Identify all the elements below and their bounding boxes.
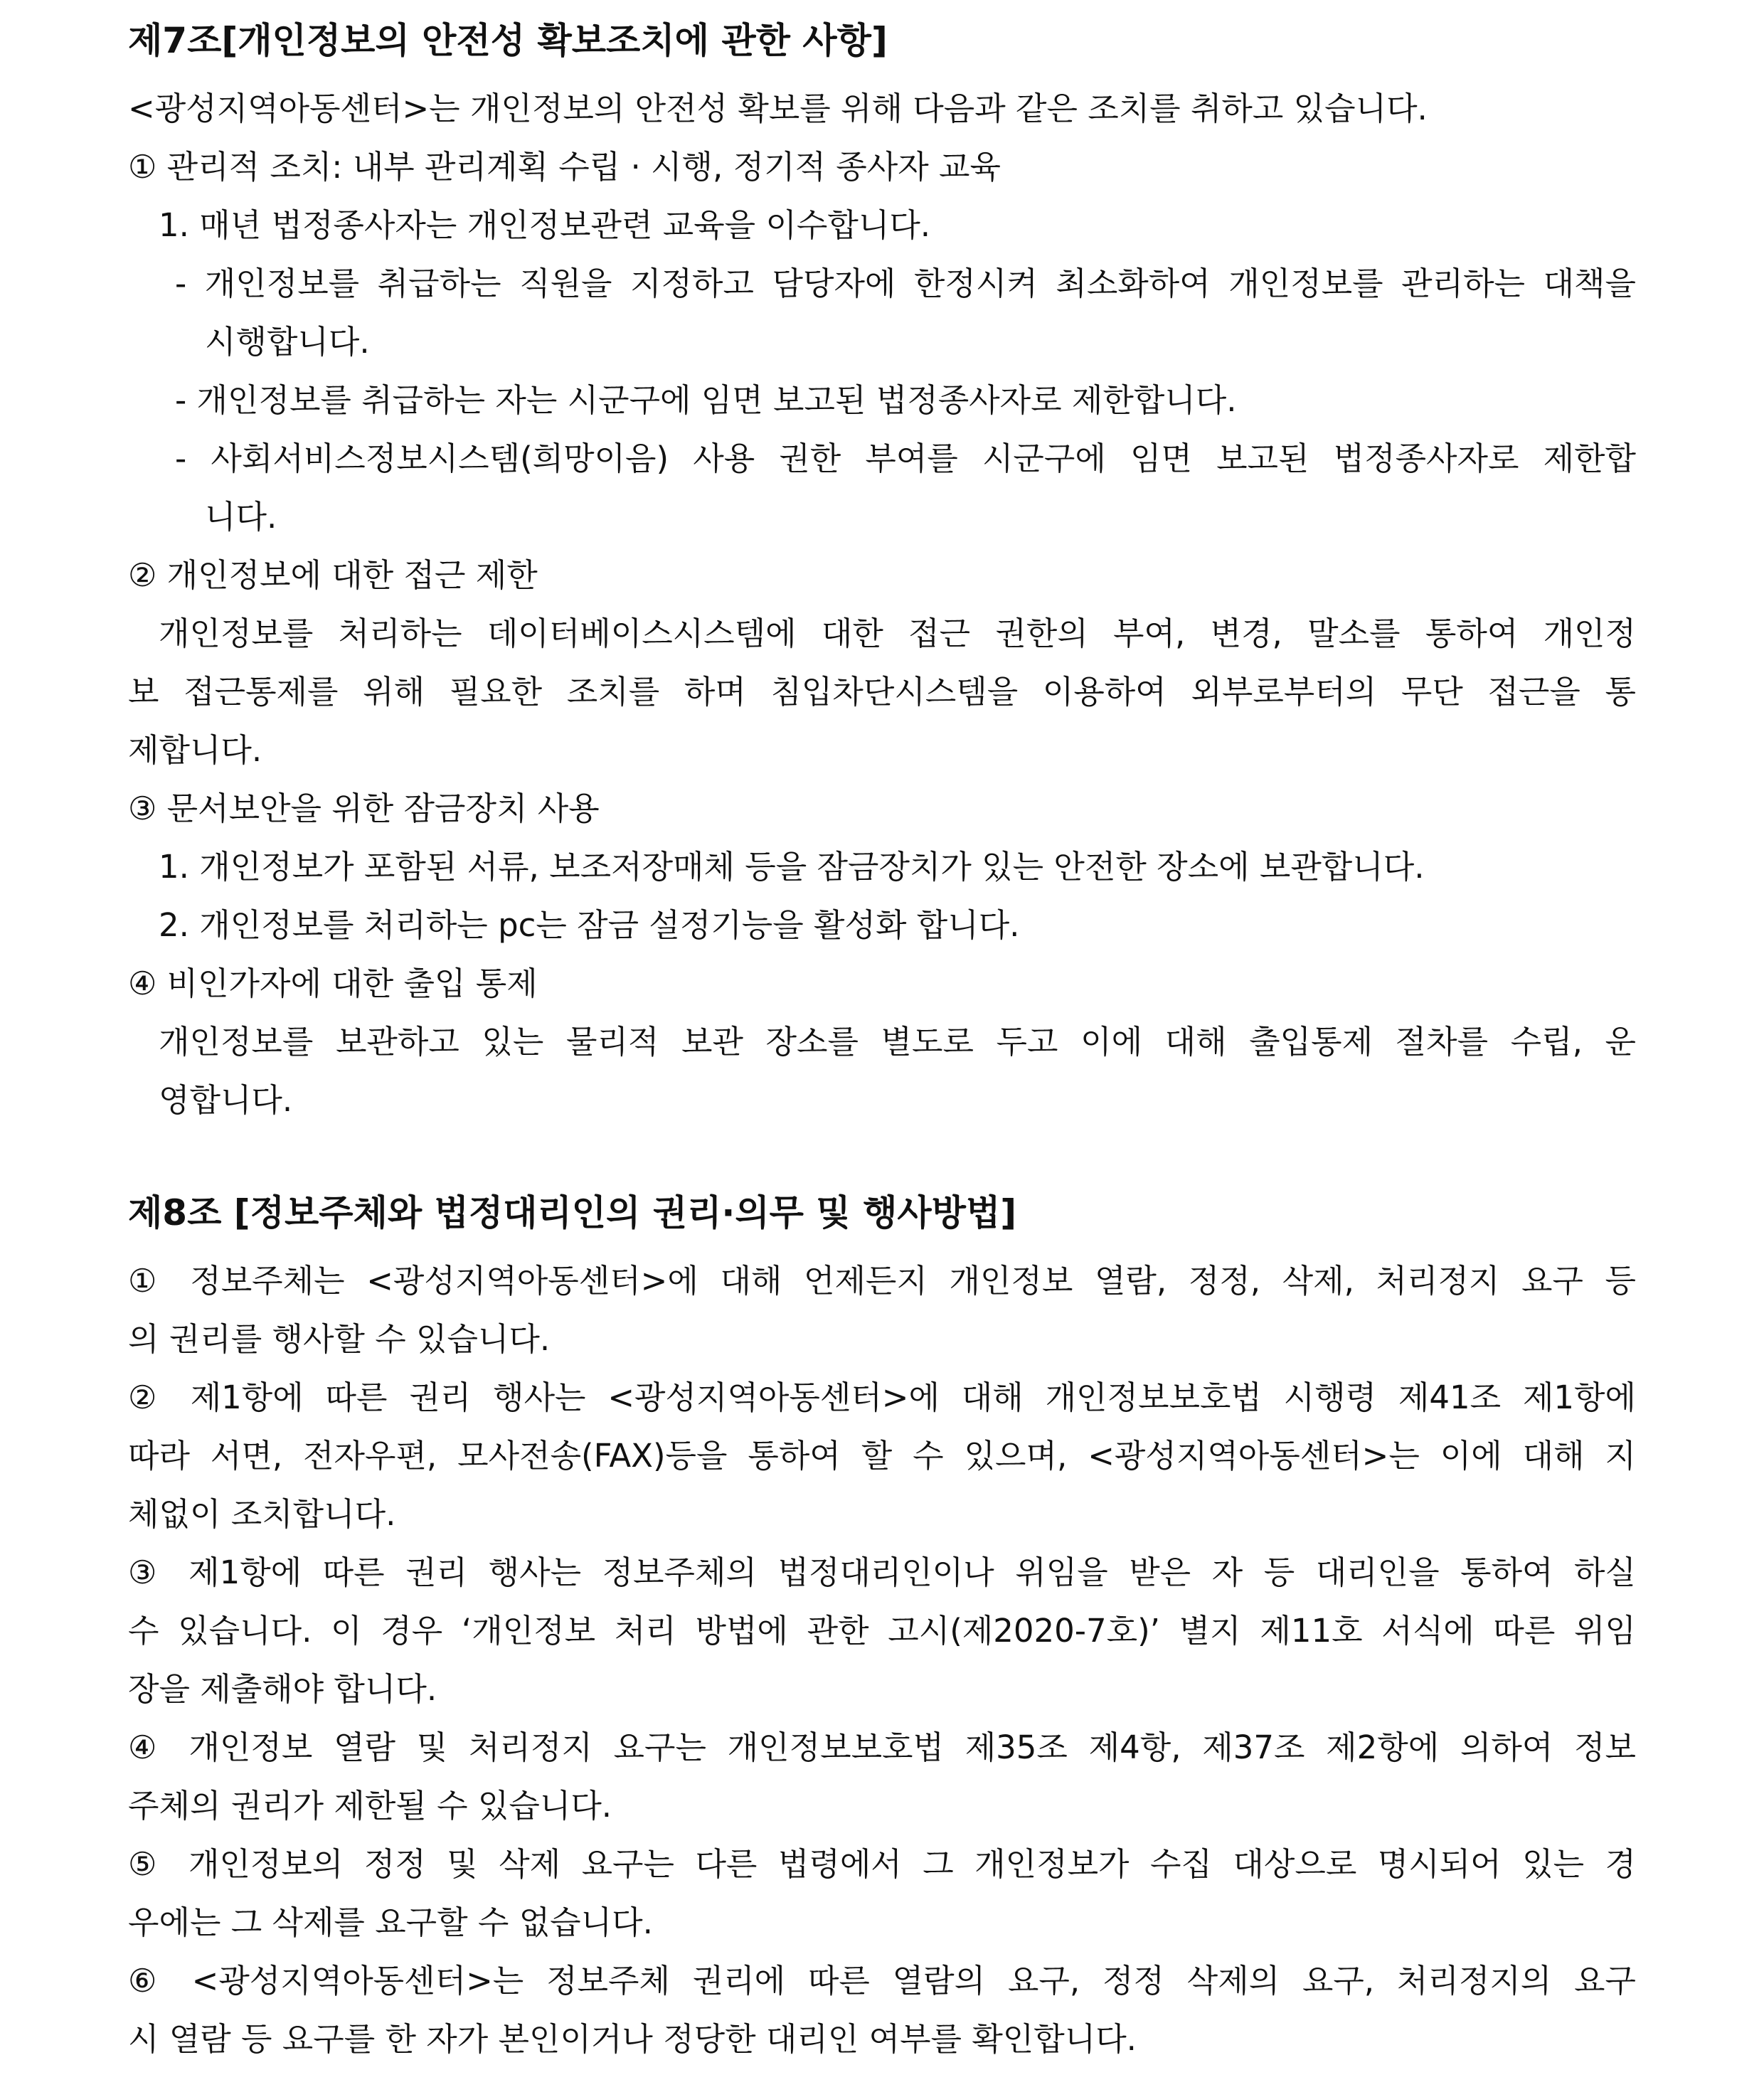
section-spacer <box>128 1130 1636 1185</box>
article-7-item-4: ④ 비인가자에 대한 출입 통제 <box>128 965 538 1002</box>
article-7-item-1-bullet-3: - 사회서비스정보시스템(희망이음) 사용 권한 부여를 시군구에 임면 보고된 법정종사자로 제한합 <box>175 440 1636 477</box>
article-7-item-2-body: 개인정보를 처리하는 데이터베이스시스템에 대한 접근 권한의 부여, 변경, 말소를 통하여 개인정 <box>159 615 1636 652</box>
article-7-item-2: ② 개인정보에 대한 접근 제한 <box>128 556 538 594</box>
article-7-item-3-sub-2: 2. 개인정보를 처리하는 pc는 잠금 설정기능을 활성화 합니다. <box>159 906 1020 944</box>
article-7-item-1-bullet-1: - 개인정보를 취급하는 직원을 지정하고 담당자에 한정시켜 최소화하여 개인정보를 관리하는 대책을 <box>175 265 1636 302</box>
article-8-item-4-cont: 주체의 권리가 제한될 수 있습니다. <box>128 1787 612 1825</box>
article-7-intro: <광성지역아동센터>는 개인정보의 안전성 확보를 위해 다음과 같은 조치를 취하고 있습니다. <box>128 90 1428 127</box>
article-7-item-4-body-cont: 영합니다. <box>159 1081 293 1119</box>
article-7-item-1: ① 관리적 조치: 내부 관리계획 수립 · 시행, 정기적 종사자 교육 <box>128 148 1001 186</box>
article-8-item-6: ⑥ <광성지역아동센터>는 정보주체 권리에 따른 열람의 요구, 정정 삭제의 요구, 처리정지의 요구 <box>128 1962 1636 2000</box>
article-8-item-1: ① 정보주체는 <광성지역아동센터>에 대해 언제든지 개인정보 열람, 정정, 삭제, 처리정지 요구 등 <box>128 1262 1636 1300</box>
article-7-item-1-bullet-1-cont: 시행합니다. <box>205 323 370 361</box>
article-8-heading: 제8조 [정보주체와 법정대리인의 권리·의무 및 행사방법] <box>128 1192 1017 1233</box>
article-8-item-4: ④ 개인정보 열람 및 처리정지 요구는 개인정보보호법 제35조 제4항, 제37조 제2항에 의하여 정보 <box>128 1729 1636 1766</box>
article-8-item-2-cont-2: 체없이 조치합니다. <box>128 1495 396 1533</box>
article-7-heading: 제7조[개인정보의 안전성 확보조치에 관한 사항] <box>128 20 888 61</box>
article-7-item-2-body-cont-1: 보 접근통제를 위해 필요한 조치를 하며 침입차단시스템을 이용하여 외부로부터의 무단 접근을 통 <box>128 673 1636 711</box>
article-8-item-5: ⑤ 개인정보의 정정 및 삭제 요구는 다른 법령에서 그 개인정보가 수집 대상으로 명시되어 있는 경 <box>128 1845 1636 1883</box>
article-7-item-1-bullet-3-cont: 니다. <box>205 498 277 536</box>
document-page <box>128 13 1636 2069</box>
article-7-item-3: ③ 문서보안을 위한 잠금장치 사용 <box>128 790 600 827</box>
article-8-item-3: ③ 제1항에 따른 권리 행사는 정보주체의 법정대리인이나 위임을 받은 자 등 대리인을 통하여 하실 <box>128 1554 1636 1591</box>
article-8-item-1-cont: 의 권리를 행사할 수 있습니다. <box>128 1320 551 1358</box>
article-7-item-4-body: 개인정보를 보관하고 있는 물리적 보관 장소를 별도로 두고 이에 대해 출입통제 절차를 수립, 운 <box>159 1023 1636 1061</box>
article-8-item-3-cont-1: 수 있습니다. 이 경우 ‘개인정보 처리 방법에 관한 고시(제2020-7호)’ 별지 제11호 서식에 따른 위임 <box>128 1612 1636 1650</box>
article-8-item-2-cont-1: 따라 서면, 전자우편, 모사전송(FAX)등을 통하여 할 수 있으며, <광성지역아동센터>는 이에 대해 지 <box>128 1437 1636 1475</box>
article-8-item-2: ② 제1항에 따른 권리 행사는 <광성지역아동센터>에 대해 개인정보보호법 시행령 제41조 제1항에 <box>128 1379 1636 1416</box>
article-8-item-3-cont-2: 장을 제출해야 합니다. <box>128 1670 437 1708</box>
article-8-item-5-cont: 우에는 그 삭제를 요구할 수 없습니다. <box>128 1904 653 1941</box>
article-7-item-3-sub-1: 1. 개인정보가 포함된 서류, 보조저장매체 등을 잠금장치가 있는 안전한 장소에 보관합니다. <box>159 848 1425 886</box>
article-8-item-6-cont: 시 열람 등 요구를 한 자가 본인이거나 정당한 대리인 여부를 확인합니다. <box>128 2020 1137 2058</box>
article-7-item-2-body-cont-2: 제합니다. <box>128 731 262 769</box>
article-7-item-1-bullet-2: - 개인정보를 취급하는 자는 시군구에 임면 보고된 법정종사자로 제한합니다. <box>175 381 1237 419</box>
article-7-item-1-sub-1: 1. 매년 법정종사자는 개인정보관련 교육을 이수합니다. <box>159 206 931 244</box>
